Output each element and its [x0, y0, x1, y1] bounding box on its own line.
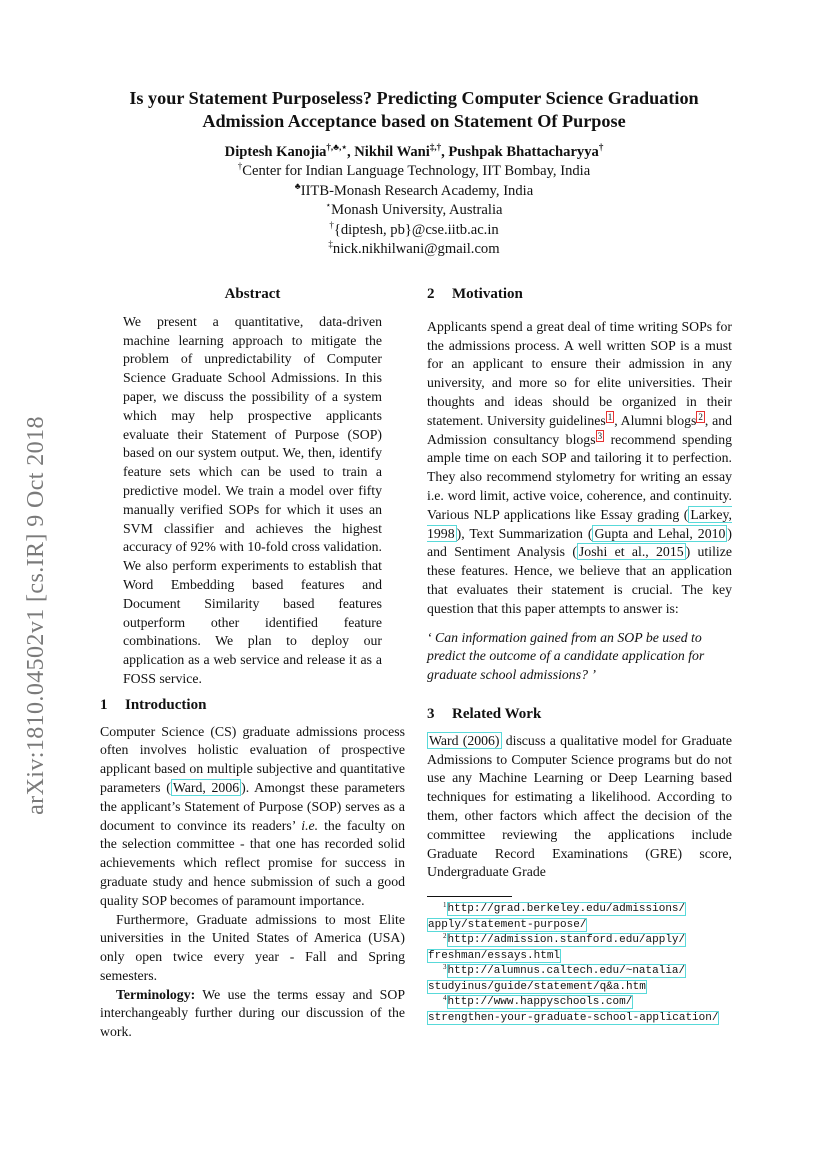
abstract-heading: Abstract — [224, 286, 281, 302]
section-heading-related-work: 3 Related Work — [427, 705, 542, 722]
author-names: Diptesh Kanojia†,♣,⋆, Nikhil Wani‡,†, Pushpak Bhattacharyya† — [224, 142, 604, 160]
citation-link[interactable]: Joshi et al., 2015 — [578, 544, 684, 560]
section-heading-motivation: 2 Motivation — [427, 286, 523, 302]
author-name: Pushpak Bhattacharyya — [448, 144, 599, 160]
arxiv-sidebar — [16, 380, 56, 850]
footnote-url[interactable]: apply/statement-purpose/ — [428, 918, 587, 931]
section-heading-introduction: 1 Introduction — [100, 696, 207, 713]
paragraph: Terminology: We use the terms essay and SOP interchangeably further during our discussion of the work. — [100, 986, 405, 1040]
paragraph: Applicants spend a great deal of time writing SOPs for the admissions process. A well written SOP is a must for an applicant to ensure their admission in any university, and more so for elite universities. Their thoughts and ideas should be organized in their statement. University guidelines $^1$ , Alumni blogs $^2$ , and Admission consultancy blogs $^3$ recommend spending ample time on each SOP and tailoring it to perfection. They also recommend stylometry for writing an essay i.e. word limit, active voice, coherence, and continuity. Various NLP applications like Essay grading ( Larkey, 1998 ), Text Summarization ( Gupta and Lehal, 2010 ) and Sentiment Analysis ( Joshi et al., 2015 ) utilize these features. Hence, we believe that an application that evaluates their statement is crucial. The key question that this paper attempts to answer is: — [427, 318, 733, 616]
abstract-text: We present a quantitative, data-driven machine learning approach to mitigate the problem of unpredictability of Computer Science Graduate School Admissions. In this paper, we discuss the possibility of a system which may help prospective applicants evaluate their Statement of Purpose (SOP) based on our system output. We, then, identify feature sets which can be used to train a predictive model. We train a model over fifty manually verified SOPs for which it uses an SVM classifier and achieves the highest accuracy of 92% with 10-fold cross validation. We also perform experiments to establish that Word Embedding based features and Document Similarity based features outperform other identified feature combinations. We plan to deploy our application as a web service and release it as a FOSS service. — [123, 313, 382, 686]
left-column — [100, 285, 405, 1042]
citation-link[interactable]: Larkey, 1998 — [427, 506, 732, 541]
paragraph: Furthermore, Graduate admissions to most Elite universities in the United States of America (USA) only open twice every year - Fall and Spring semesters. — [100, 911, 405, 983]
footnote-link[interactable]: 3 — [597, 430, 603, 441]
citation-link[interactable]: Ward, 2006 — [172, 779, 240, 795]
paragraph: Computer Science (CS) graduate admissions process often involves holistic evaluation of prospective applicant based on multiple subjective and quantitative parameters ( Ward, 2006 ). Amongst these parameters the applicant’s Statement of Purpose (SOP) serves as a document to convince its readers’ i.e. the faculty on the selection committee - that one has recorded solid achievements which reflect promise for success in graduate study and hence submission of such a good quality SOP becomes of paramount importance. — [100, 723, 406, 908]
author-block — [60, 143, 768, 259]
footnote: $^4$http://www.happyschools.com/ strengthen-your-graduate-school-application/ — [428, 994, 719, 1024]
author-name: Diptesh Kanojia — [224, 144, 327, 160]
footnote-link[interactable]: 1 — [607, 411, 613, 422]
author-mark: † — [598, 142, 604, 152]
footnote: $^1$http://grad.berkeley.edu/admissions/ apply/statement-purpose/ — [428, 901, 686, 931]
footnote: $^3$http://alumnus.caltech.edu/~natalia/ studyinus/guide/statement/q&a.htm — [428, 963, 686, 993]
citation-link[interactable]: Gupta and Lehal, 2010 — [594, 525, 726, 541]
arxiv-identifier: arXiv:1810.04502v1 [cs.IR] 9 Oct 2018 — [22, 415, 49, 815]
footnote: $^2$http://admission.stanford.edu/apply/ freshman/essays.html — [428, 932, 686, 962]
citation-link[interactable]: Ward (2006) — [429, 732, 500, 748]
footnote-url[interactable]: http://grad.berkeley.edu/admissions/ — [447, 903, 686, 916]
paper-title — [60, 87, 768, 133]
author-mark: ‡,† — [429, 142, 442, 152]
footnote-url[interactable]: http://alumnus.caltech.edu/~natalia/ — [447, 965, 686, 978]
footnote-link[interactable]: 2 — [698, 411, 703, 422]
research-question: ‘ Can information gained from an SOP be used to predict the outcome of a candidate application for graduate school admissions? ’ — [427, 629, 705, 683]
affiliation: ⋆Monash University, Australia — [325, 200, 503, 219]
right-column — [427, 285, 732, 1025]
footnote-divider — [427, 896, 512, 897]
footnote-url[interactable]: http://admission.stanford.edu/apply/ — [447, 934, 686, 947]
footnote-url[interactable]: strengthen-your-graduate-school-application/ — [428, 1011, 719, 1024]
footnote-url[interactable]: freshman/essays.html — [428, 949, 561, 962]
footnote-url[interactable]: http://www.happyschools.com/ — [447, 996, 633, 1009]
affiliation: ♣IITB-Monash Research Academy, India — [294, 180, 534, 199]
email: ‡nick.nikhilwani@gmail.com — [328, 239, 500, 258]
footnote-url[interactable]: studyinus/guide/statement/q&a.htm — [428, 980, 646, 993]
email: †{diptesh, pb}@cse.iitb.ac.in — [329, 219, 499, 238]
author-name: Nikhil Wani — [354, 144, 430, 160]
affiliation: †Center for Indian Language Technology, IIT Bombay, India — [237, 161, 591, 180]
paragraph: Ward (2006) discuss a qualitative model for Graduate Admissions to Computer Science programs but do not use any Machine Learning or Deep Learning based techniques for estimating a likelihood. According to them, other factors which affect the decision of the committee reviewing the applications include Graduate Record Examinations (GRE) score, Undergraduate Grade — [427, 732, 733, 880]
title-line-2: Admission Acceptance based on Statement Of Purpose — [202, 111, 626, 131]
author-mark: †,♣,⋆ — [326, 142, 347, 152]
title-line-1: Is your Statement Purposeless? Predicting Computer Science Graduation — [129, 88, 699, 108]
